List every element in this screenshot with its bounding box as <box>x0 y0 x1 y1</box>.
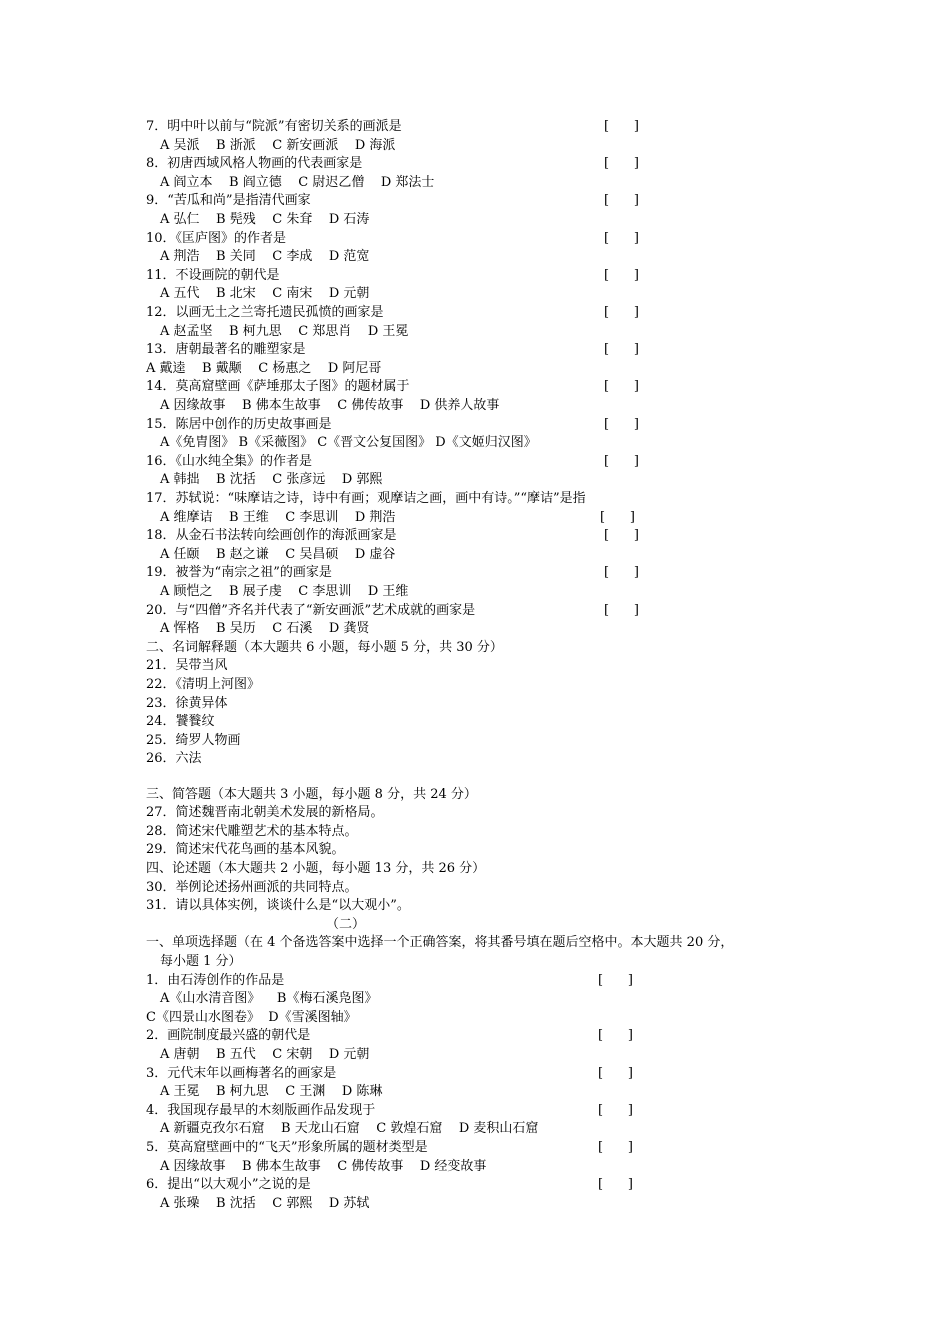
answer-bracket: [ ] <box>604 267 639 283</box>
answer-bracket: [ ] <box>598 1102 633 1118</box>
question-text: 8．初唐西域风格人物画的代表画家是 <box>146 156 363 172</box>
essay-item: 30．举例论述扬州画派的共同特点。 <box>146 879 358 895</box>
answer-bracket: [ ] <box>604 305 639 320</box>
answer-bracket: [ ] <box>604 230 639 246</box>
section-title: 三、简答题（本大题共 3 小题，每小题 8 分，共 24 分） <box>146 786 477 802</box>
question-options: A 顾恺之 B 展子虔 C 李思训 D 王维 <box>160 584 409 599</box>
short-answer-item: 28．简述宋代雕塑艺术的基本特点。 <box>146 823 358 839</box>
answer-bracket: [ ] <box>598 1177 633 1193</box>
question-text: 4．我国现存最早的木刻版画作品发现于 <box>146 1102 376 1118</box>
question-options: A 维摩诘 B 王维 C 李思训 D 荆浩 <box>160 509 396 525</box>
question-text: 1．由石涛创作的作品是 <box>146 972 285 988</box>
question-options: A《山水清音图》 B《梅石溪凫图》 <box>160 991 378 1007</box>
question-options: A 恽格 B 吴历 C 石溪 D 龚贤 <box>160 621 370 637</box>
short-answer-item: 27．简述魏晋南北朝美术发展的新格局。 <box>146 805 384 821</box>
section-title: 二、名词解释题（本大题共 6 小题，每小题 5 分，共 30 分） <box>146 639 503 655</box>
question-text: 19．被誉为“南宗之祖”的画家是 <box>146 565 332 581</box>
question-text: 11．不设画院的朝代是 <box>146 267 280 283</box>
question-options: A《免胄图》 B《采薇图》 C《晋文公复国图》 D《文姬归汉图》 <box>160 435 537 451</box>
term-item: 23．徐黄异体 <box>146 695 228 711</box>
question-text: 16．《山水纯全集》的作者是 <box>146 453 313 469</box>
section-title: 四、论述题（本大题共 2 小题，每小题 13 分，共 26 分） <box>146 861 486 876</box>
question-options: C《四景山水图卷》 D《雪溪图轴》 <box>146 1009 357 1025</box>
answer-bracket: [ ] <box>598 1065 633 1081</box>
question-options: A 新疆克孜尔石窟 B 天龙山石窟 C 敦煌石窟 D 麦积山石窟 <box>160 1121 539 1137</box>
answer-bracket: [ ] <box>604 602 639 618</box>
answer-bracket: [ ] <box>604 193 639 209</box>
answer-bracket: [ ] <box>604 379 639 395</box>
term-item: 21．吴带当风 <box>146 658 228 674</box>
question-options: A 荆浩 B 关同 C 李成 D 范宽 <box>160 249 370 265</box>
term-item: 24．饕餮纹 <box>146 714 215 730</box>
section-intro: 每小题 1 分） <box>160 954 242 969</box>
question-text: 3．元代末年以画梅著名的画家是 <box>146 1065 337 1081</box>
answer-bracket: [ ] <box>598 1140 633 1155</box>
term-item: 26．六法 <box>146 751 202 767</box>
answer-bracket: [ ] <box>604 528 639 544</box>
question-options: A 王冕 B 柯九思 C 王渊 D 陈琳 <box>160 1084 383 1100</box>
question-options: A 戴逵 B 戴颙 C 杨惠之 D 阿尼哥 <box>146 360 382 376</box>
question-options: A 任颐 B 赵之谦 C 吴昌硕 D 虚谷 <box>160 546 396 562</box>
question-text: 10．《匡庐图》的作者是 <box>146 230 287 246</box>
part-heading: （二） <box>326 916 366 932</box>
question-options: A 赵孟坚 B 柯九思 C 郑思肖 D 王冕 <box>160 323 409 339</box>
question-text: 17．苏轼说：“味摩诘之诗，诗中有画；观摩诘之画，画中有诗。”“摩诘”是指 <box>146 491 586 506</box>
question-text: 18．从金石书法转向绘画创作的海派画家是 <box>146 528 397 544</box>
question-options: A 吴派 B 浙派 C 新安画派 D 海派 <box>160 137 396 153</box>
question-options: A 弘仁 B 髡残 C 朱耷 D 石涛 <box>160 212 370 227</box>
question-text: 5．莫高窟壁画中的“飞天”形象所属的题材类型是 <box>146 1140 428 1155</box>
essay-item: 31．请以具体实例，谈谈什么是“以大观小”。 <box>146 898 410 914</box>
section-intro: 一、单项选择题（在 4 个备选答案中选择一个正确答案，将其番号填在题后空格中。本大题共 20 分， <box>146 935 734 951</box>
question-options: A 阎立本 B 阎立德 C 尉迟乙僧 D 郑法士 <box>160 174 435 190</box>
question-text: 6．提出“以大观小”之说的是 <box>146 1177 311 1193</box>
question-text: 2．画院制度最兴盛的朝代是 <box>146 1028 311 1044</box>
question-text: 9．“苦瓜和尚”是指清代画家 <box>146 193 311 209</box>
answer-bracket: [ ] <box>604 119 639 134</box>
answer-bracket: [ ] <box>598 972 633 988</box>
term-item: 22．《清明上河图》 <box>146 677 261 692</box>
question-text: 7．明中叶以前与“院派”有密切关系的画派是 <box>146 119 402 134</box>
answer-bracket: [ ] <box>604 565 639 581</box>
answer-bracket: [ ] <box>600 509 635 525</box>
question-text: 14．莫高窟壁画《萨埵那太子图》的题材属于 <box>146 379 410 395</box>
short-answer-item: 29．简述宋代花鸟画的基本风貌。 <box>146 842 345 858</box>
question-options: A 韩拙 B 沈括 C 张彦远 D 郭熙 <box>160 472 383 488</box>
question-options: A 因缘故事 B 佛本生故事 C 佛传故事 D 供养人故事 <box>160 398 500 413</box>
question-text: 15．陈居中创作的历史故事画是 <box>146 416 332 432</box>
answer-bracket: [ ] <box>604 342 639 358</box>
question-options: A 五代 B 北宋 C 南宋 D 元朝 <box>160 286 370 302</box>
question-text: 13．唐朝最著名的雕塑家是 <box>146 342 306 358</box>
answer-bracket: [ ] <box>604 156 639 172</box>
answer-bracket: [ ] <box>604 453 639 469</box>
answer-bracket: [ ] <box>598 1028 633 1044</box>
question-options: A 张璪 B 沈括 C 郭熙 D 苏轼 <box>160 1195 370 1211</box>
answer-bracket: [ ] <box>604 416 639 432</box>
term-item: 25．绮罗人物画 <box>146 732 241 748</box>
question-options: A 因缘故事 B 佛本生故事 C 佛传故事 D 经变故事 <box>160 1158 487 1174</box>
question-text: 12．以画无土之兰寄托遗民孤愤的画家是 <box>146 305 384 320</box>
question-options: A 唐朝 B 五代 C 宋朝 D 元朝 <box>160 1047 370 1062</box>
question-text: 20．与“四僧”齐名并代表了“新安画派”艺术成就的画家是 <box>146 602 476 618</box>
